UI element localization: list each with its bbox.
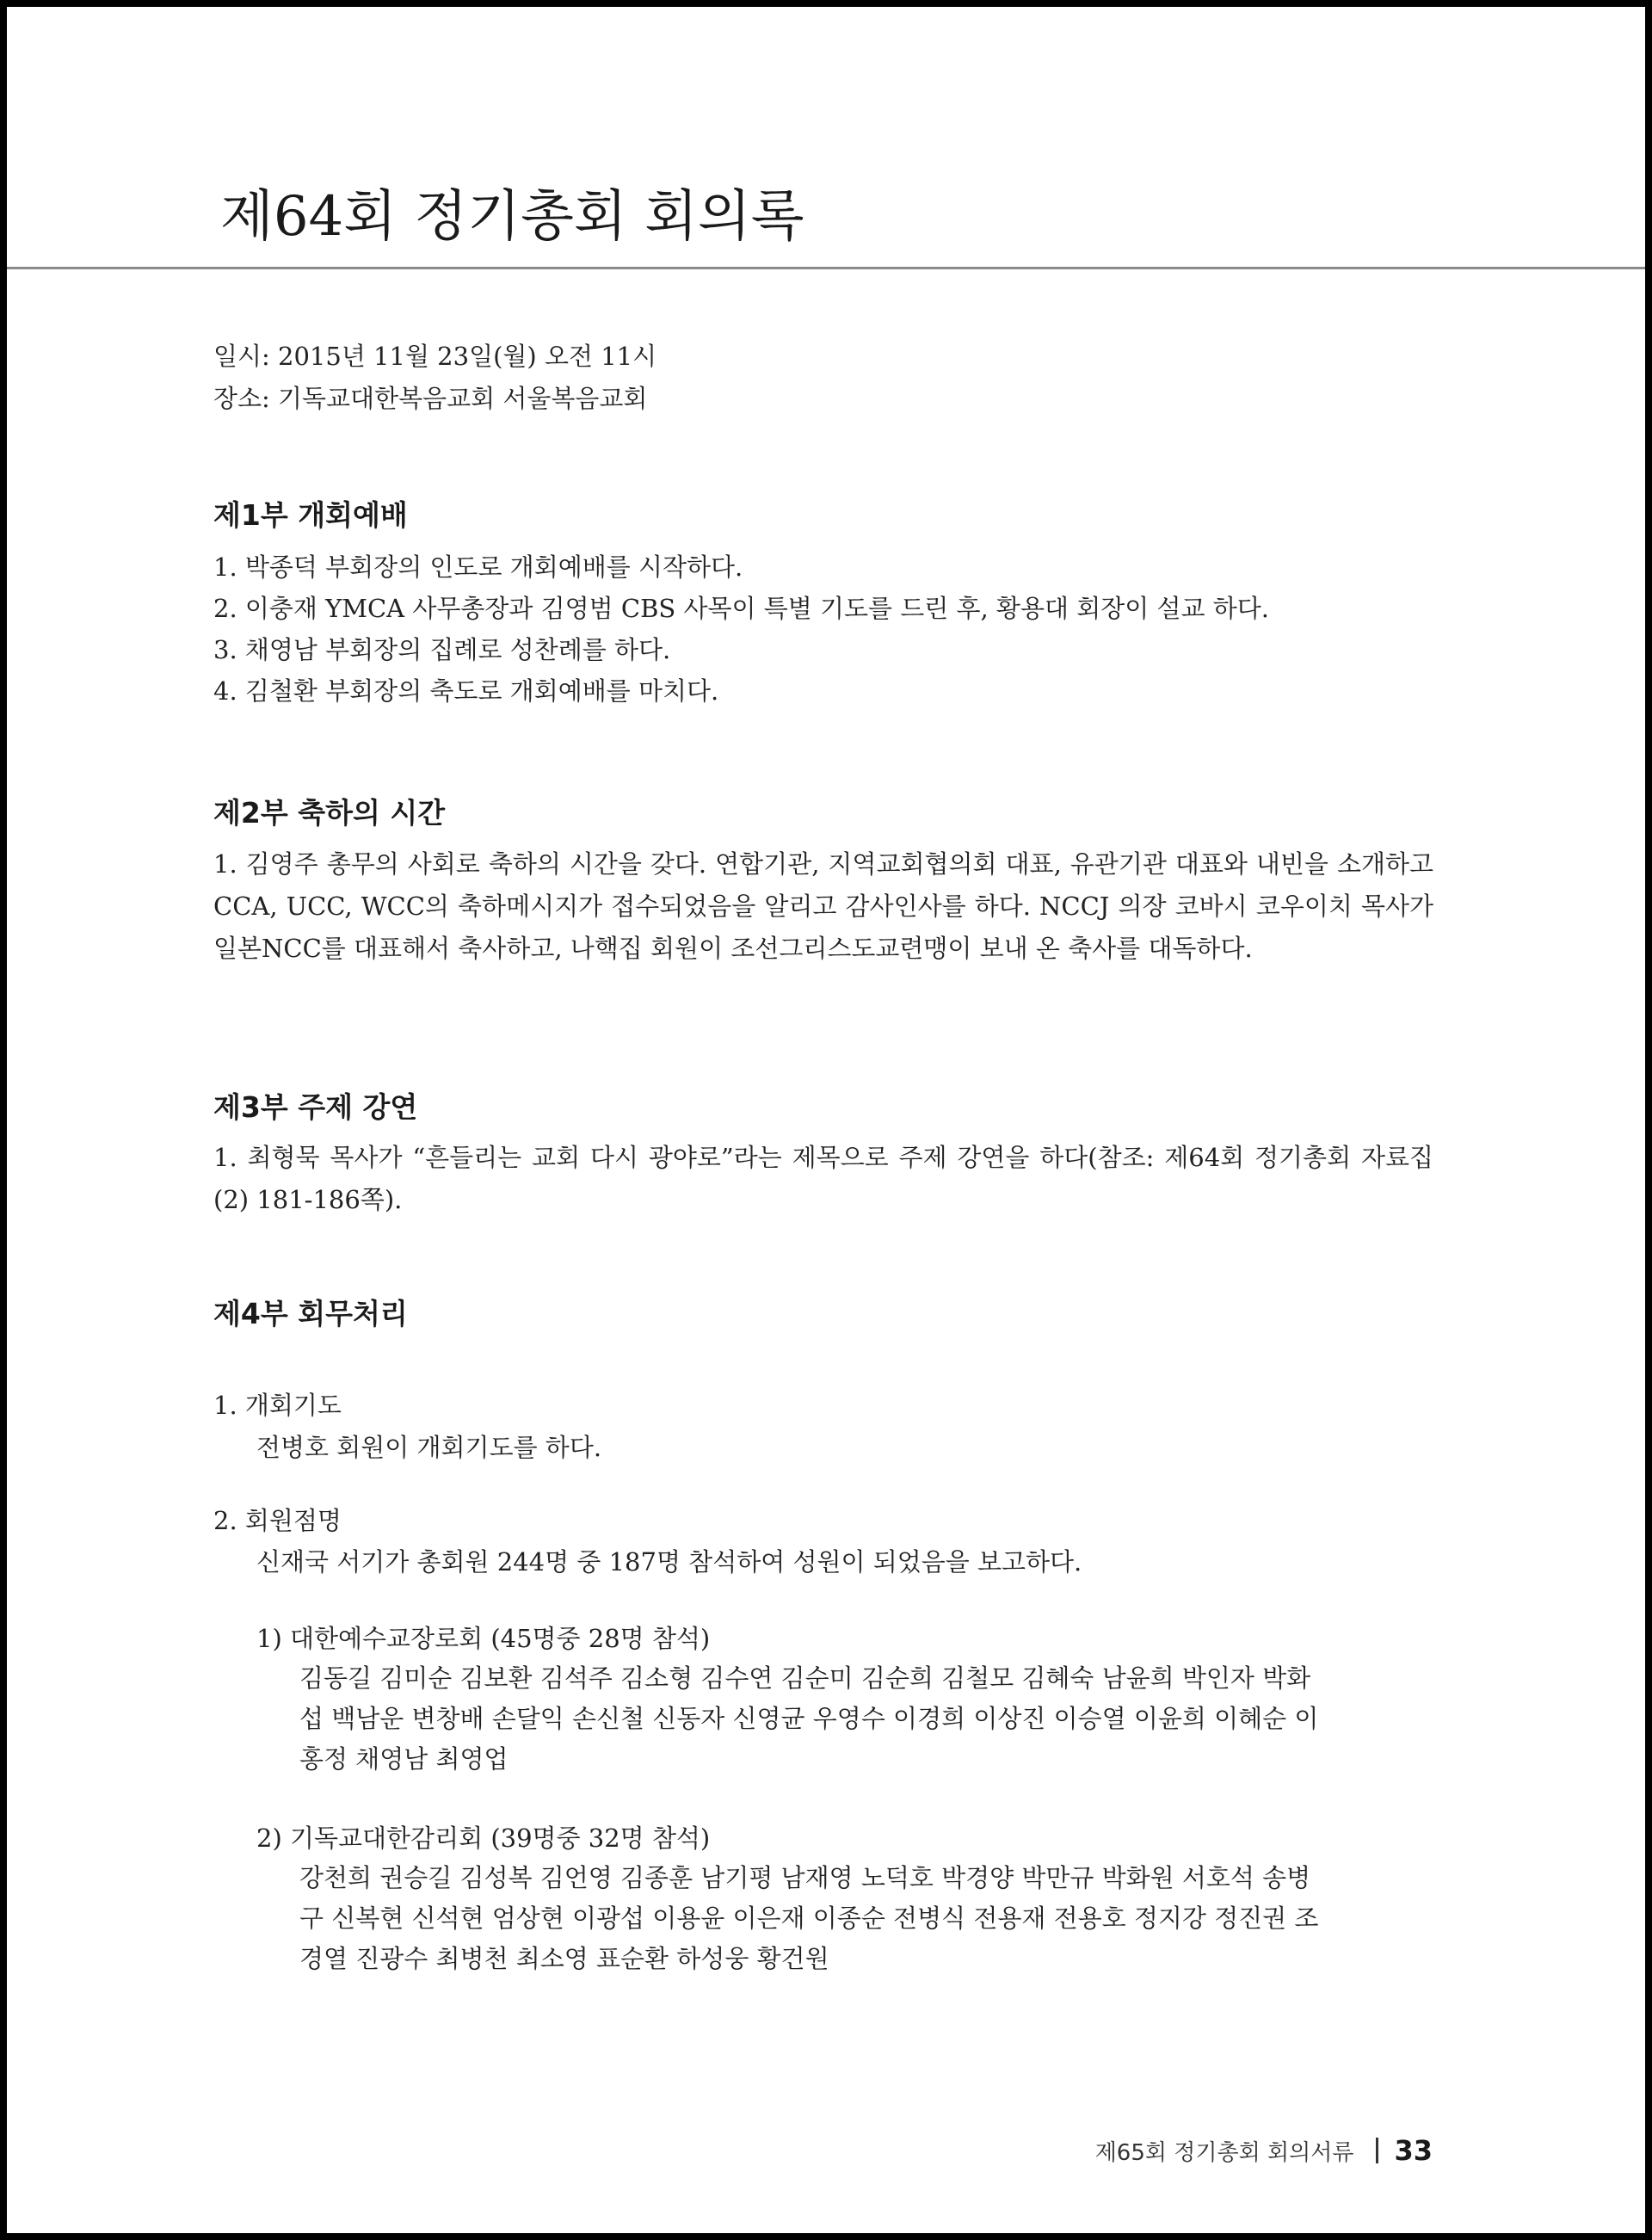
- attendance-group-title: 2) 기독교대한감리회 (39명중 32명 참석): [256, 1823, 711, 1853]
- footer-divider: [1376, 2138, 1378, 2163]
- page-number: 33: [1394, 2134, 1433, 2167]
- attendance-names: 김동길 김미순 김보환 김석주 김소형 김수연 김순미 김순희 김철모 김혜숙 남윤희 박인자 박화섭 백남운 변창배 손달익 손신철 신동자 신영균 우영수 이경희 이상진 이승열 이윤희 이혜순 이홍정 채영남 최영업: [299, 1663, 1319, 1774]
- meeting-date: 일시: 2015년 11월 23일(월) 오전 11시: [213, 342, 657, 371]
- page-footer: [1095, 2134, 1433, 2167]
- part2-paragraph: 1. 김영주 총무의 사회로 축하의 시간을 갖다. 연합기관, 지역교회협의회 대표, 유관기관 대표와 내빈을 소개하고 CCA, UCC, WCC의 축하메시지가 접수되었음을 알리고 감사인사를 하다. NCCJ 의장 코바시 코우이치 목사가 일본NCC를 대표해서 축사하고, 나핵집 회원이 조선그리스도교련맹이 보내 온 축사를 대독하다.: [213, 849, 1433, 963]
- agenda-item-title: 2. 회원점명: [213, 1506, 342, 1535]
- part2-heading: 제2부 축하의 시간: [213, 796, 446, 830]
- title-divider: [7, 267, 1645, 269]
- agenda-item-title: 1. 개회기도: [213, 1391, 342, 1420]
- part1-item: 3. 채영남 부회장의 집례로 성찬례를 하다.: [213, 635, 671, 664]
- attendance-names: 강천희 권승길 김성복 김언영 김종훈 남기평 남재영 노덕호 박경양 박만규 박화원 서호석 송병구 신복현 신석현 엄상현 이광섭 이용윤 이은재 이종순 전병식 전용재 전용호 정지강 정진권 조경열 진광수 최병천 최소영 표순환 하성웅 황건원: [299, 1863, 1319, 1973]
- agenda-item-text: 신재국 서기가 총회원 244명 중 187명 참석하여 성원이 되었음을 보고하다.: [256, 1547, 1082, 1577]
- part1-item: 1. 박종덕 부회장의 인도로 개회예배를 시작하다.: [213, 552, 743, 582]
- part3-paragraph: 1. 최형묵 목사가 “흔들리는 교회 다시 광야로”라는 제목으로 주제 강연을 하다(참조: 제64회 정기총회 자료집(2) 181-186쪽).: [213, 1143, 1433, 1214]
- document-page: [7, 7, 1645, 2233]
- attendance-group-title: 1) 대한예수교장로회 (45명중 28명 참석): [256, 1624, 711, 1653]
- part3-heading: 제3부 주제 강연: [213, 1090, 418, 1124]
- part1-item: 2. 이충재 YMCA 사무총장과 김영범 CBS 사목이 특별 기도를 드린 후, 황용대 회장이 설교 하다.: [213, 594, 1269, 623]
- footer-title: 제65회 정기총회 회의서류: [1094, 2139, 1354, 2166]
- page-title: 제64회 정기총회 회의록: [220, 185, 804, 249]
- meeting-place: 장소: 기독교대한복음교회 서울복음교회: [213, 384, 648, 413]
- agenda-item-text: 전병호 회원이 개회기도를 하다.: [256, 1433, 602, 1462]
- part1-heading: 제1부 개회예배: [213, 498, 408, 532]
- part1-item: 4. 김철환 부회장의 축도로 개회예배를 마치다.: [213, 676, 719, 706]
- part4-heading: 제4부 회무처리: [213, 1297, 408, 1330]
